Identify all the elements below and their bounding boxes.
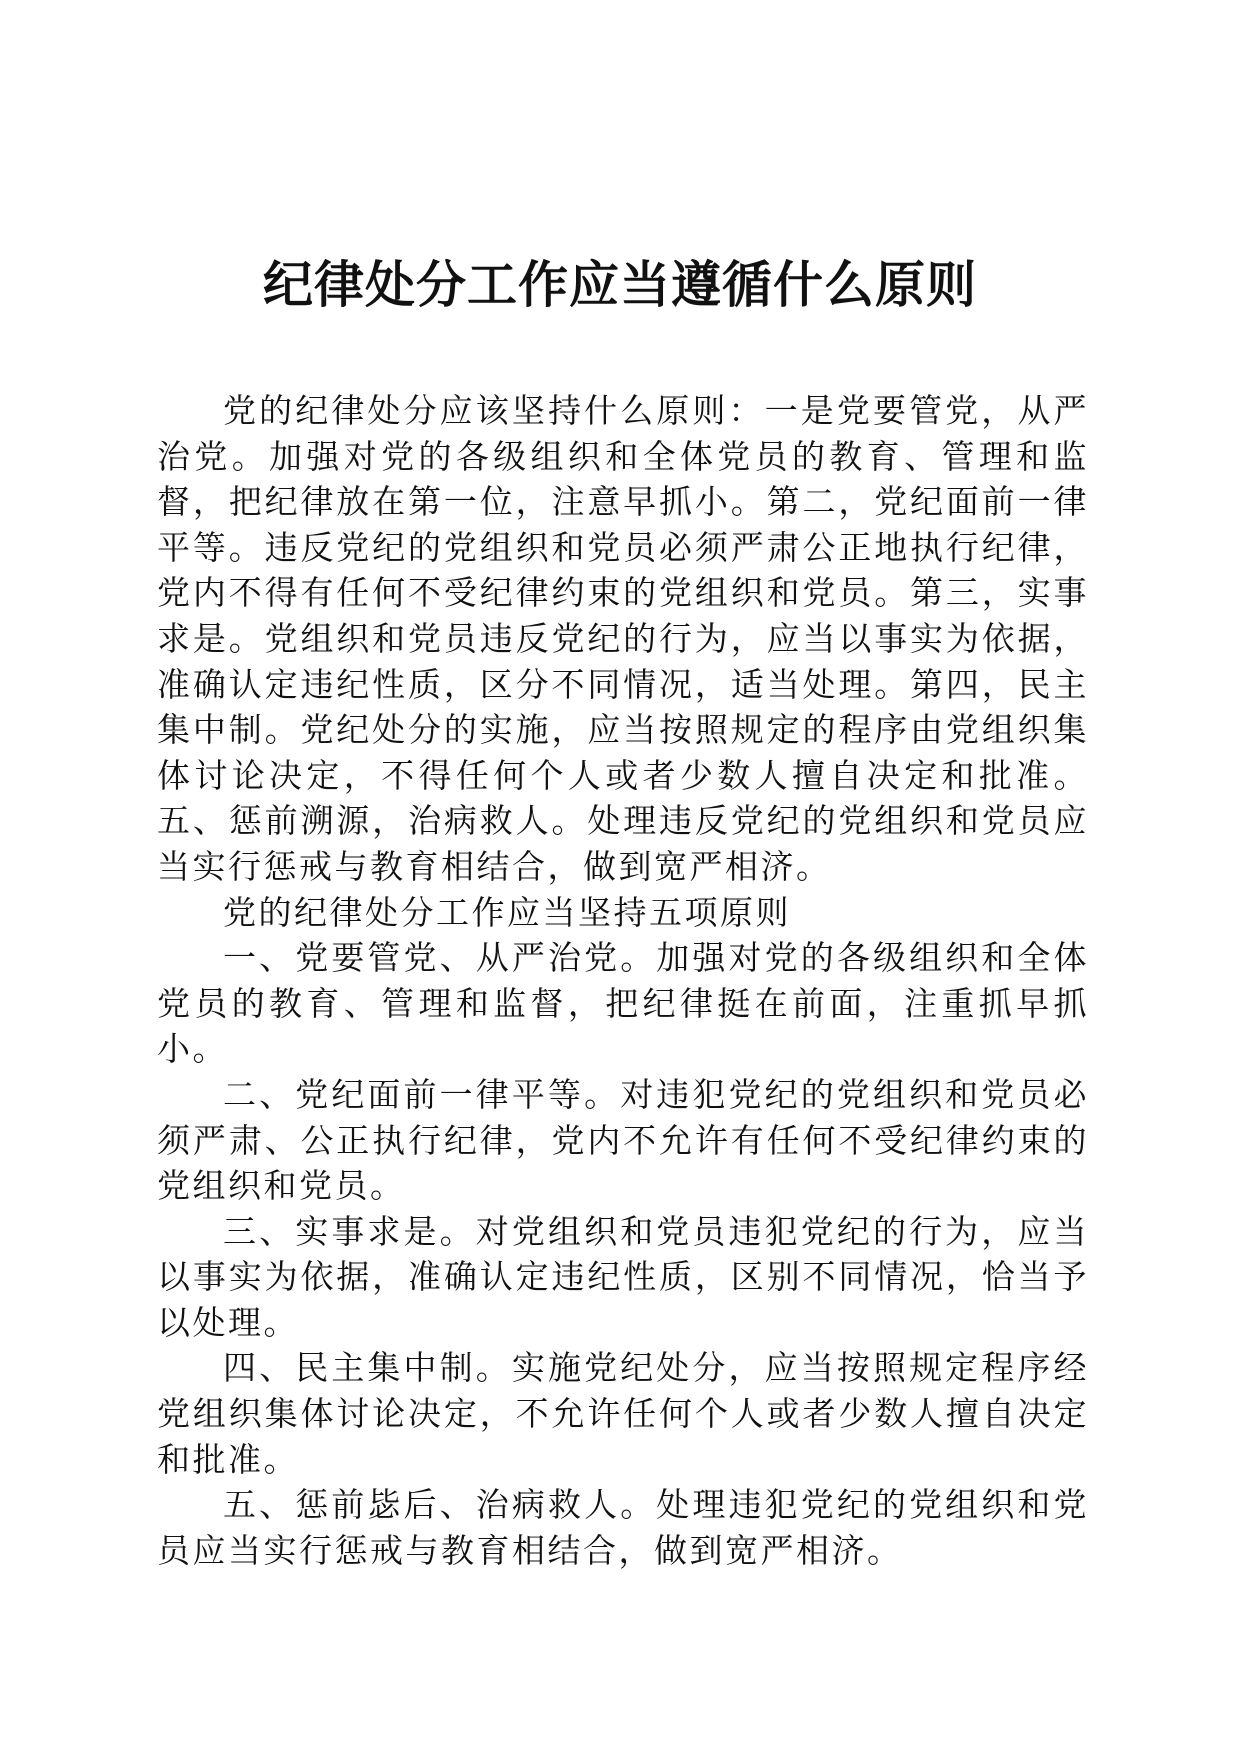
paragraph-principle-3: 三、实事求是。对党组织和党员违犯党纪的行为，应当以事实为依据，准确认定违纪性质，区别不同情况，恰当予以处理。 [157, 1211, 1089, 1342]
paragraph-heading-five-principles: 党的纪律处分工作应当坚持五项原则 [223, 892, 791, 932]
paragraph-principle-2: 二、党纪面前一律平等。对违犯党纪的党组织和党员必须严肃、公正执行纪律，党内不允许有任何不受纪律约束的党组织和党员。 [157, 1074, 1089, 1206]
paragraph-principle-4: 四、民主集中制。实施党纪处分，应当按照规定程序经党组织集体讨论决定，不允许任何个人或者少数人擅自决定和批准。 [157, 1348, 1089, 1479]
paragraph-principle-5: 五、惩前毖后、治病救人。处理违犯党纪的党组织和党员应当实行惩戒与教育相结合，做到宽严相济。 [157, 1485, 1089, 1570]
document-body [157, 388, 1089, 1573]
document-title: 纪律处分工作应当遵循什么原则 [263, 255, 977, 314]
paragraph-intro: 党的纪律处分应该坚持什么原则：一是党要管党，从严治党。加强对党的各级组织和全体党员的教育、管理和监督，把纪律放在第一位，注意早抓小。第二，党纪面前一律平等。违反党纪的党组织和党员必须严肃公正地执行纪律，党内不得有任何不受纪律约束的党组织和党员。第三，实事求是。党组织和党员违反党纪的行为，应当以事实为依据，准确认定违纪性质，区分不同情况，适当处理。第四，民主集中制。党纪处分的实施，应当按照规定的程序由党组织集体讨论决定，不得任何个人或者少数人擅自决定和批准。五、惩前溯源，治病救人。处理违反党纪的党组织和党员应当实行惩戒与教育相结合，做到宽严相济。 [157, 391, 1089, 886]
paragraph-principle-1: 一、党要管党、从严治党。加强对党的各级组织和全体党员的教育、管理和监督，把纪律挺在前面，注重抓早抓小。 [157, 938, 1089, 1069]
